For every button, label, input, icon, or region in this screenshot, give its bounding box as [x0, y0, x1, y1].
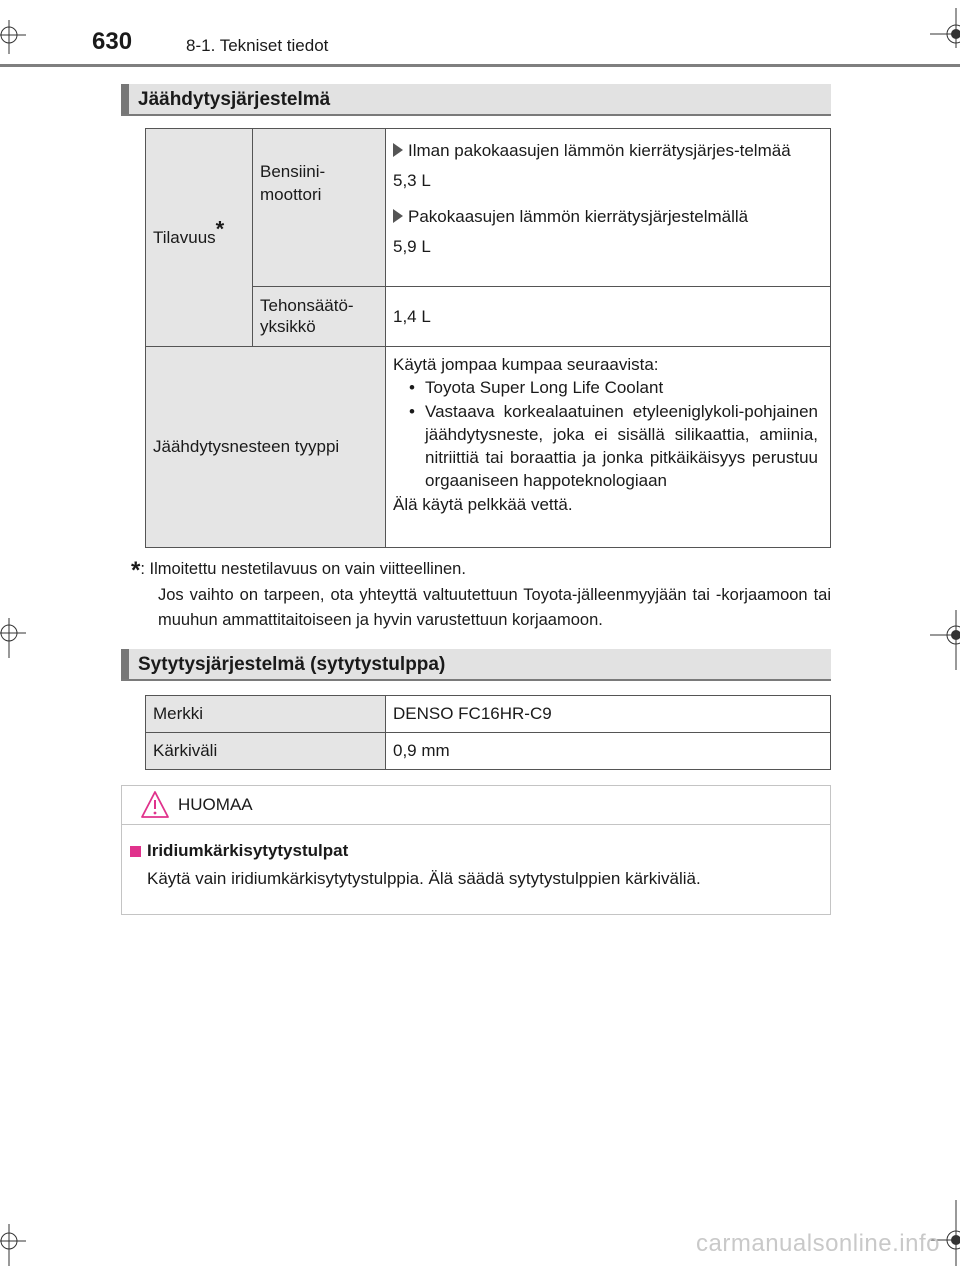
watermark: carmanualsonline.info: [696, 1230, 940, 1257]
gap-value: 0,9 mm: [393, 741, 450, 760]
notice-box: [121, 785, 831, 915]
engine-label-cell: [253, 129, 386, 287]
capacity-label: Tilavuus: [153, 227, 216, 247]
cooling-section-title: Jäähdytysjärjestelmä: [138, 89, 331, 110]
footnote-marker: *: [131, 557, 141, 584]
coolant-warning: Älä käytä pelkkää vettä.: [393, 494, 573, 514]
crop-mark-bottom-left: [0, 1224, 26, 1266]
coolant-label-cell: [146, 347, 386, 548]
cooling-section-heading: [121, 84, 831, 116]
spec-label-cell: [146, 733, 386, 770]
header-rule: [0, 64, 960, 67]
heading-accent-bar: [121, 84, 129, 114]
warning-triangle-icon: [140, 790, 170, 820]
footnote-line1: : Ilmoitettu nestetilavuus on vain viitteellinen.: [140, 560, 466, 578]
crop-mark-mid-right: [930, 610, 960, 670]
coolant-values-cell: [386, 347, 831, 548]
engine-values-cell: [386, 129, 831, 287]
spec-value-cell: [386, 696, 831, 733]
footnote-line2: Jos vaihto on tarpeen, ota yhteyttä valtuutettuun Toyota-jälleenmyyjään tai -korjaamoon tai muuhun ammattitaitoiseen ja hyvin varustettuun korjaamoon.: [158, 586, 831, 629]
coolant-option-text: Toyota Super Long Life Coolant: [425, 378, 664, 398]
power-unit-label: Tehonsäätö- yksikkö: [260, 296, 354, 336]
heading-accent-bar: [121, 649, 129, 679]
notice-label: HUOMAA: [178, 795, 253, 814]
without-recirculation-value: 5,3 L: [393, 171, 431, 190]
coolant-option: [393, 400, 818, 493]
triangle-bullet-icon: [393, 143, 403, 157]
capacity-footnote-marker: *: [215, 215, 225, 241]
square-bullet-icon: [130, 846, 141, 857]
coolant-intro: Käytä jompaa kumpaa seuraavista:: [393, 355, 659, 374]
power-unit-label-cell: [253, 287, 386, 347]
section-breadcrumb: 8-1. Tekniset tiedot: [186, 36, 329, 55]
power-unit-value-cell: [386, 287, 831, 347]
without-recirculation-label: Ilman pakokaasujen lämmön kierrätysjärjes-telmää: [408, 141, 791, 160]
notice-body: [122, 825, 830, 889]
ignition-spec-table: [145, 695, 831, 770]
ignition-section-title: Sytytysjärjestelmä (sytytystulppa): [138, 654, 446, 675]
crop-mark-top-left: [0, 20, 26, 54]
ignition-section-heading: [121, 649, 831, 681]
crop-mark-mid-left: [0, 618, 26, 658]
bullet-dot: •: [409, 401, 415, 421]
cooling-spec-table: [145, 128, 831, 548]
with-recirculation-value: 5,9 L: [393, 237, 431, 256]
triangle-bullet-icon: [393, 209, 403, 223]
notice-header: [122, 786, 830, 825]
power-unit-value: 1,4 L: [393, 306, 431, 326]
spec-value-cell: [386, 733, 831, 770]
spec-label-cell: [146, 696, 386, 733]
capacity-footnote: [131, 557, 831, 633]
gap-label: Kärkiväli: [153, 741, 218, 760]
brand-label: Merkki: [153, 704, 204, 723]
crop-mark-top-right: [930, 8, 960, 48]
with-recirculation-label: Pakokaasujen lämmön kierrätysjärjestelmällä: [408, 207, 749, 226]
engine-label: Bensiini- moottori: [260, 162, 326, 204]
coolant-type-label: Jäähdytysnesteen tyyppi: [153, 437, 340, 456]
notice-title: Iridiumkärkisytytystulpat: [147, 841, 349, 860]
bullet-dot: •: [409, 378, 415, 398]
notice-text: Käytä vain iridiumkärkisytytystulppia. Älä säädä sytytystulppien kärkiväliä.: [147, 869, 701, 888]
coolant-option: [393, 376, 818, 399]
brand-value: DENSO FC16HR-C9: [393, 704, 552, 723]
capacity-label-cell: [146, 129, 253, 347]
coolant-option-text: Vastaava korkealaatuinen etyleeniglykoli-pohjainen jäähdytysneste, joka ei sisällä silikaattia, amiinia, nitriittiä tai boraattia ja jonka pitkäikäisyys perustuu orgaaniseen happoteknologiaan: [425, 401, 818, 491]
page-number: 630: [92, 28, 133, 55]
